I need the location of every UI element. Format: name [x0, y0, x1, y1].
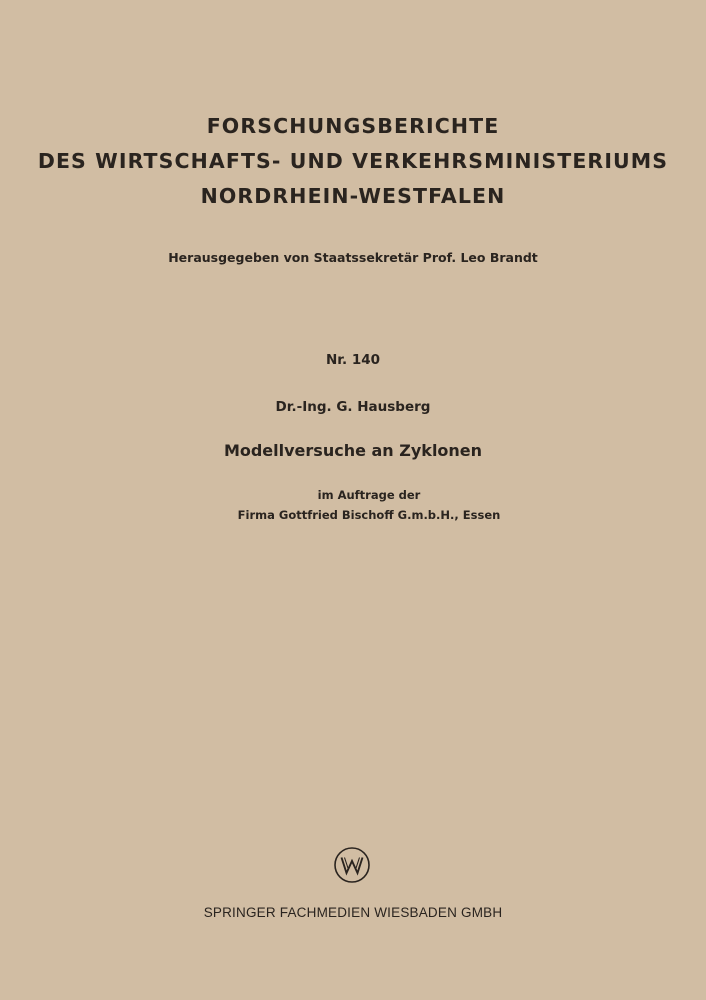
- series-title-line-1: FORSCHUNGSBERICHTE: [206, 114, 500, 138]
- report-number: Nr. 140: [325, 352, 381, 368]
- commission-line-2: Firma Gottfried Bischoff G.m.b.H., Essen: [237, 508, 501, 522]
- publisher-name: SPRINGER FACHMEDIEN WIESBADEN GMBH: [203, 905, 503, 920]
- series-title-line-3: NORDRHEIN-WESTFALEN: [200, 184, 506, 208]
- report-title: Modellversuche an Zyklonen: [223, 441, 483, 460]
- commission-line-1: im Auftrage der: [317, 488, 421, 502]
- publisher-logo-icon: [333, 846, 371, 884]
- author-name: Dr.-Ing. G. Hausberg: [275, 399, 431, 415]
- editor-credit: Herausgegeben von Staatssekretär Prof. Leo Brandt: [168, 250, 538, 265]
- series-title-line-2: DES WIRTSCHAFTS- UND VERKEHRSMINISTERIUMS: [37, 149, 669, 173]
